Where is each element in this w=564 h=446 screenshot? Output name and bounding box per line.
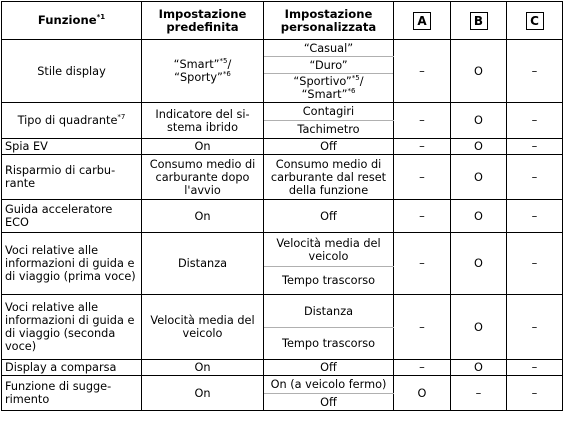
cell-b: O — [451, 103, 507, 139]
table-row — [2, 139, 563, 155]
cell-c: – — [507, 295, 563, 360]
cell-predefinita: On — [142, 360, 264, 376]
cell-b: O — [451, 139, 507, 155]
cell-personalizzata: Tempo trascorso — [264, 267, 394, 295]
table-row — [2, 233, 563, 267]
cell-c: – — [507, 200, 563, 233]
cell-predefinita: On — [142, 139, 264, 155]
cell-personalizzata: Off — [264, 394, 394, 411]
cell-predefinita: Velocità media del veicolo — [142, 295, 264, 360]
cell-a: – — [394, 233, 451, 295]
cell-personalizzata: “Duro” — [264, 57, 394, 74]
table-row — [2, 40, 563, 57]
cell-b: O — [451, 200, 507, 233]
cell-c: – — [507, 139, 563, 155]
cell-b: O — [451, 155, 507, 200]
cell-funzione: Stile display — [2, 40, 142, 103]
cell-predefinita: Consumo medio di carburante dopo l'avvio — [142, 155, 264, 200]
cell-funzione: Display a comparsa — [2, 360, 142, 376]
cell-personalizzata: Off — [264, 139, 394, 155]
header-col-c: C — [507, 2, 563, 40]
cell-personalizzata: Contagiri — [264, 103, 394, 121]
cell-c: – — [507, 360, 563, 376]
header-personalizzata: Impostazione personalizzata — [264, 2, 394, 40]
settings-table — [1, 1, 563, 411]
cell-a: – — [394, 155, 451, 200]
cell-personalizzata: Velocità media del veicolo — [264, 233, 394, 267]
cell-predefinita: On — [142, 200, 264, 233]
cell-a: – — [394, 295, 451, 360]
cell-b: O — [451, 295, 507, 360]
table-row — [2, 103, 563, 121]
cell-personalizzata: Consumo medio di carburante dal reset della funzione — [264, 155, 394, 200]
cell-personalizzata: “Casual” — [264, 40, 394, 57]
cell-funzione: Guida acceleratore ECO — [2, 200, 142, 233]
cell-b: O — [451, 360, 507, 376]
cell-funzione: Funzione di sugge- rimento — [2, 376, 142, 411]
cell-personalizzata: “Sportivo”$^{*5}$/ “Smart”$^{*6}$ — [264, 74, 394, 103]
table-row — [2, 295, 563, 328]
header-col-a: A — [394, 2, 451, 40]
cell-b: O — [451, 40, 507, 103]
cell-a: O — [394, 376, 451, 411]
cell-c: – — [507, 40, 563, 103]
cell-a: – — [394, 200, 451, 233]
cell-c: – — [507, 103, 563, 139]
table-row — [2, 155, 563, 200]
cell-predefinita: Distanza — [142, 233, 264, 295]
cell-personalizzata: Off — [264, 200, 394, 233]
cell-personalizzata: Tempo trascorso — [264, 328, 394, 360]
cell-personalizzata: Off — [264, 360, 394, 376]
table-row — [2, 376, 563, 394]
cell-a: – — [394, 40, 451, 103]
cell-funzione: Tipo di quadrante$^{*7}$ — [2, 103, 142, 139]
cell-personalizzata: Tachimetro — [264, 121, 394, 139]
cell-funzione: Spia EV — [2, 139, 142, 155]
cell-c: – — [507, 376, 563, 411]
header-funzione: Funzione$^{*1}$ — [2, 2, 142, 40]
header-predefinita: Impostazione predefinita — [142, 2, 264, 40]
cell-c: – — [507, 233, 563, 295]
cell-b: – — [451, 376, 507, 411]
cell-c: – — [507, 155, 563, 200]
cell-a: – — [394, 360, 451, 376]
cell-a: – — [394, 139, 451, 155]
table-row — [2, 360, 563, 376]
cell-personalizzata: On (a veicolo fermo) — [264, 376, 394, 394]
cell-predefinita: Indicatore del si- stema ibrido — [142, 103, 264, 139]
table-row — [2, 200, 563, 233]
cell-a: – — [394, 103, 451, 139]
cell-funzione: Voci relative alle informazioni di guida e di viaggio (seconda voce) — [2, 295, 142, 360]
cell-predefinita: “Smart”$^{*5}$/ “Sporty”$^{*6}$ — [142, 40, 264, 103]
cell-predefinita: On — [142, 376, 264, 411]
cell-funzione: Voci relative alle informazioni di guida e di viaggio (prima voce) — [2, 233, 142, 295]
header-col-b: B — [451, 2, 507, 40]
cell-b: O — [451, 233, 507, 295]
cell-funzione: Risparmio di carbu- rante — [2, 155, 142, 200]
cell-personalizzata: Distanza — [264, 295, 394, 328]
header-row — [2, 2, 563, 40]
